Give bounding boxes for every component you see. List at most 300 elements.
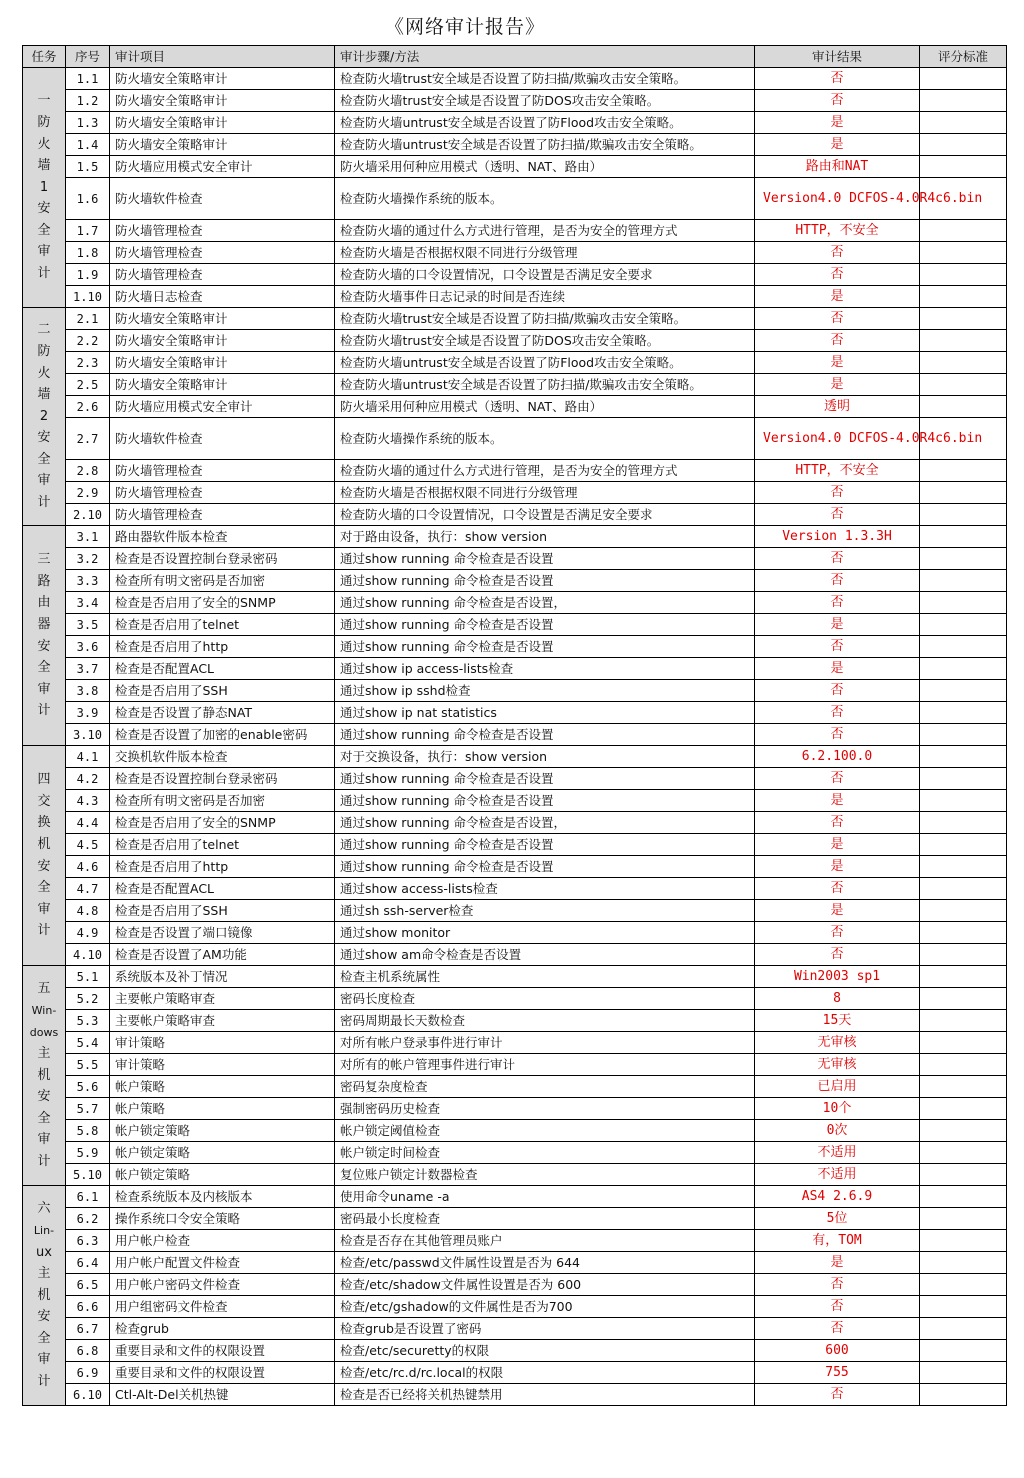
audit-step: 通过show running 命令检查是否设置 [335,548,755,570]
row-number: 1.9 [66,264,110,286]
row-number: 5.1 [66,966,110,988]
table-row [23,1274,1007,1296]
score-cell [920,746,1007,768]
audit-item: 重要目录和文件的权限设置 [110,1340,335,1362]
audit-item: 防火墙安全策略审计 [110,90,335,112]
audit-item: 防火墙软件检查 [110,178,335,220]
row-number: 3.4 [66,592,110,614]
task-label-char: 计 [37,266,51,282]
audit-result: 否 [755,1274,920,1296]
table-row [23,374,1007,396]
audit-item: 防火墙安全策略审计 [110,68,335,90]
audit-item: 审计策略 [110,1054,335,1076]
audit-result: 是 [755,286,920,308]
table-row [23,330,1007,352]
task-label-char: 全 [37,1330,51,1346]
score-cell [920,68,1007,90]
score-cell [920,922,1007,944]
audit-result: 否 [755,482,920,504]
audit-result: 否 [755,1318,920,1340]
task-label-char: 审 [37,681,51,697]
score-cell [920,1032,1007,1054]
audit-result: 否 [755,878,920,900]
row-number: 4.3 [66,790,110,812]
header-number: 序号 [66,46,110,68]
audit-step: 通过show running 命令检查是否设置 [335,834,755,856]
audit-step: 通过show running 命令检查是否设置 [335,768,755,790]
score-cell [920,112,1007,134]
score-cell [920,1120,1007,1142]
task-label-char: 全 [37,222,51,238]
audit-result: 是 [755,834,920,856]
task-label-char: ux [36,1244,52,1260]
audit-item: 检查系统版本及内核版本 [110,1186,335,1208]
task-label-char: 计 [37,1374,51,1390]
row-number: 4.8 [66,900,110,922]
table-row [23,1076,1007,1098]
row-number: 1.7 [66,220,110,242]
row-number: 2.8 [66,460,110,482]
audit-result: 否 [755,768,920,790]
audit-step: 检查防火墙trust安全域是否设置了防DOS攻击安全策略。 [335,90,755,112]
audit-step: 检查/etc/rc.d/rc.local的权限 [335,1362,755,1384]
task-label-char: 审 [37,1352,51,1368]
table-row [23,614,1007,636]
row-number: 2.2 [66,330,110,352]
task-label-char: 安 [37,1089,51,1105]
table-row [23,1230,1007,1252]
row-number: 4.5 [66,834,110,856]
task-label-char: 火 [37,136,51,152]
table-row [23,636,1007,658]
audit-step: 检查防火墙trust安全域是否设置了防扫描/欺骗攻击安全策略。 [335,68,755,90]
audit-item: 用户组密码文件检查 [110,1296,335,1318]
audit-result: Version4.0 DCFOS-4.0R4c6.bin [755,178,920,220]
task-label-char: 机 [37,1287,51,1303]
header-task: 任务 [23,46,66,68]
task-label-char: 计 [37,703,51,719]
score-cell [920,134,1007,156]
audit-result: 无审核 [755,1054,920,1076]
score-cell [920,790,1007,812]
audit-step: 帐户锁定时间检查 [335,1142,755,1164]
table-row [23,944,1007,966]
audit-step: 检查防火墙的口令设置情况，口令设置是否满足安全要求 [335,504,755,526]
audit-result: 否 [755,264,920,286]
audit-result: 否 [755,308,920,330]
task-label-char: 二 [37,322,51,338]
audit-item: 防火墙管理检查 [110,264,335,286]
audit-step: 检查防火墙untrust安全域是否设置了防Flood攻击安全策略。 [335,352,755,374]
score-cell [920,1384,1007,1406]
table-row [23,988,1007,1010]
table-row [23,418,1007,460]
audit-item: 防火墙应用模式安全审计 [110,396,335,418]
row-number: 6.4 [66,1252,110,1274]
audit-result: 否 [755,1296,920,1318]
audit-result: HTTP，不安全 [755,460,920,482]
task-label-char: 火 [37,365,51,381]
table-row [23,1340,1007,1362]
score-cell [920,1186,1007,1208]
task-label-char: 安 [37,430,51,446]
audit-result: 是 [755,790,920,812]
row-number: 5.7 [66,1098,110,1120]
audit-step: 防火墙采用何种应用模式（透明、NAT、路由） [335,396,755,418]
row-number: 4.9 [66,922,110,944]
audit-result: 路由和NAT [755,156,920,178]
audit-item: 防火墙应用模式安全审计 [110,156,335,178]
audit-result: 否 [755,592,920,614]
row-number: 2.7 [66,418,110,460]
audit-step: 检查防火墙的口令设置情况，口令设置是否满足安全要求 [335,264,755,286]
audit-item: 防火墙日志检查 [110,286,335,308]
task-label-char: 计 [37,1154,51,1170]
audit-item: 检查是否配置ACL [110,658,335,680]
audit-result: Version4.0 DCFOS-4.0R4c6.bin [755,418,920,460]
audit-item: 检查是否启用了telnet [110,614,335,636]
row-number: 3.7 [66,658,110,680]
table-row [23,1098,1007,1120]
audit-step: 通过show running 命令检查是否设置 [335,614,755,636]
task-label-char: 安 [37,638,51,654]
task-label-char: 审 [37,473,51,489]
audit-item: 防火墙管理检查 [110,482,335,504]
table-row [23,746,1007,768]
audit-result: 0次 [755,1120,920,1142]
audit-item: 防火墙安全策略审计 [110,134,335,156]
task-label-char: 三 [37,552,51,568]
audit-item: 检查是否启用了SSH [110,900,335,922]
score-cell [920,680,1007,702]
audit-result: 6.2.100.0 [755,746,920,768]
task-label-char: 计 [37,923,51,939]
score-cell [920,352,1007,374]
audit-step: 密码周期最长天数检查 [335,1010,755,1032]
row-number: 3.9 [66,702,110,724]
audit-step: 检查防火墙trust安全域是否设置了防扫描/欺骗攻击安全策略。 [335,308,755,330]
task-label-char: 五 [37,981,51,997]
table-row [23,1164,1007,1186]
audit-step: 防火墙采用何种应用模式（透明、NAT、路由） [335,156,755,178]
audit-item: 防火墙管理检查 [110,220,335,242]
audit-step: 复位账户锁定计数器检查 [335,1164,755,1186]
score-cell [920,308,1007,330]
audit-step: 通过show running 命令检查是否设置， [335,812,755,834]
audit-step: 通过show running 命令检查是否设置 [335,636,755,658]
score-cell [920,1318,1007,1340]
audit-result: 已启用 [755,1076,920,1098]
score-cell [920,1230,1007,1252]
row-number: 4.6 [66,856,110,878]
audit-step: 通过show access-lists检查 [335,878,755,900]
task-label-char: 全 [37,660,51,676]
audit-step: 检查/etc/shadow文件属性设置是否为 600 [335,1274,755,1296]
task-label-char: 全 [37,1110,51,1126]
task-section-label [23,68,66,308]
score-cell [920,1010,1007,1032]
score-cell [920,90,1007,112]
audit-item: 用户帐户密码文件检查 [110,1274,335,1296]
task-label-char: 机 [37,836,51,852]
audit-item: 操作系统口令安全策略 [110,1208,335,1230]
task-label-char: 审 [37,1132,51,1148]
task-label-char: 主 [37,1046,51,1062]
table-row [23,1120,1007,1142]
row-number: 1.4 [66,134,110,156]
score-cell [920,1164,1007,1186]
audit-step: 密码长度检查 [335,988,755,1010]
score-cell [920,1098,1007,1120]
row-number: 6.9 [66,1362,110,1384]
header-row [23,46,1007,68]
table-row [23,1142,1007,1164]
row-number: 4.2 [66,768,110,790]
table-row [23,308,1007,330]
row-number: 5.10 [66,1164,110,1186]
audit-step: 检查grub是否设置了密码 [335,1318,755,1340]
table-row [23,352,1007,374]
audit-result: 否 [755,548,920,570]
row-number: 1.2 [66,90,110,112]
audit-step: 通过show ip access-lists检查 [335,658,755,680]
audit-result: 否 [755,68,920,90]
audit-item: 检查是否启用了http [110,636,335,658]
score-cell [920,220,1007,242]
task-label-char: 四 [37,772,51,788]
audit-result: 是 [755,900,920,922]
row-number: 5.8 [66,1120,110,1142]
header-score-standard: 评分标准 [920,46,1007,68]
task-label-char: 全 [37,451,51,467]
task-label-char: 2 [39,408,49,424]
table-row [23,156,1007,178]
row-number: 3.2 [66,548,110,570]
audit-item: 检查是否设置了AM功能 [110,944,335,966]
score-cell [920,1076,1007,1098]
table-row [23,658,1007,680]
audit-result: 是 [755,374,920,396]
audit-item: 帐户锁定策略 [110,1120,335,1142]
task-label-char: 计 [37,495,51,511]
audit-step: 检查是否存在其他管理员账户 [335,1230,755,1252]
task-label-char: 六 [37,1201,51,1217]
audit-result: 755 [755,1362,920,1384]
audit-item: 检查是否启用了安全的SNMP [110,812,335,834]
audit-step: 对所有帐户登录事件进行审计 [335,1032,755,1054]
score-cell [920,1252,1007,1274]
audit-step: 对于路由设备，执行：show version [335,526,755,548]
task-label-char: Lin- [33,1223,55,1237]
audit-step: 通过sh ssh-server检查 [335,900,755,922]
audit-step: 检查防火墙untrust安全域是否设置了防扫描/欺骗攻击安全策略。 [335,134,755,156]
row-number: 6.6 [66,1296,110,1318]
score-cell [920,900,1007,922]
audit-item: 路由器软件版本检查 [110,526,335,548]
audit-item: 帐户策略 [110,1098,335,1120]
table-row [23,1362,1007,1384]
row-number: 4.10 [66,944,110,966]
audit-result: 是 [755,1252,920,1274]
audit-step: 检查防火墙事件日志记录的时间是否连续 [335,286,755,308]
audit-result: 是 [755,352,920,374]
score-cell [920,658,1007,680]
table-row [23,178,1007,220]
audit-item: 用户帐户配置文件检查 [110,1252,335,1274]
table-row [23,220,1007,242]
audit-result: 否 [755,702,920,724]
task-section-label [23,526,66,746]
audit-item: 帐户锁定策略 [110,1164,335,1186]
score-cell [920,1340,1007,1362]
audit-result: 有，TOM [755,1230,920,1252]
audit-result: 不适用 [755,1164,920,1186]
row-number: 2.1 [66,308,110,330]
audit-item: 防火墙管理检查 [110,504,335,526]
table-row [23,790,1007,812]
audit-item: 检查是否设置了加密的enable密码 [110,724,335,746]
audit-item: 检查是否设置控制台登录密码 [110,768,335,790]
table-row [23,592,1007,614]
task-label-char: 墙 [37,158,51,174]
audit-item: 防火墙安全策略审计 [110,374,335,396]
audit-result: 否 [755,90,920,112]
row-number: 2.9 [66,482,110,504]
table-row [23,1296,1007,1318]
audit-result: 8 [755,988,920,1010]
row-number: 3.1 [66,526,110,548]
task-label-char: 防 [37,114,51,130]
audit-step: 强制密码历史检查 [335,1098,755,1120]
row-number: 5.9 [66,1142,110,1164]
score-cell [920,526,1007,548]
audit-step: 通过show running 命令检查是否设置 [335,856,755,878]
table-row [23,812,1007,834]
audit-step: 通过show monitor [335,922,755,944]
audit-item: 检查所有明文密码是否加密 [110,570,335,592]
table-row [23,1208,1007,1230]
table-row [23,526,1007,548]
table-row [23,1384,1007,1406]
row-number: 5.2 [66,988,110,1010]
table-row [23,856,1007,878]
row-number: 3.3 [66,570,110,592]
audit-step: 通过show ip sshd检查 [335,680,755,702]
row-number: 5.4 [66,1032,110,1054]
score-cell [920,988,1007,1010]
audit-item: 用户帐户检查 [110,1230,335,1252]
row-number: 2.3 [66,352,110,374]
row-number: 3.5 [66,614,110,636]
audit-result: 否 [755,504,920,526]
score-cell [920,1054,1007,1076]
audit-result: 否 [755,922,920,944]
audit-result: 否 [755,330,920,352]
table-row [23,724,1007,746]
score-cell [920,1142,1007,1164]
audit-result: 否 [755,680,920,702]
row-number: 1.3 [66,112,110,134]
score-cell [920,856,1007,878]
audit-result: 否 [755,944,920,966]
audit-step: 检查/etc/gshadow的文件属性是否为700 [335,1296,755,1318]
table-row [23,680,1007,702]
table-row [23,922,1007,944]
row-number: 1.8 [66,242,110,264]
audit-item: 防火墙管理检查 [110,242,335,264]
row-number: 6.7 [66,1318,110,1340]
audit-item: 检查所有明文密码是否加密 [110,790,335,812]
audit-step: 检查防火墙是否根据权限不同进行分级管理 [335,242,755,264]
audit-result: 是 [755,856,920,878]
audit-item: 交换机软件版本检查 [110,746,335,768]
audit-item: 审计策略 [110,1032,335,1054]
row-number: 3.10 [66,724,110,746]
table-row [23,1010,1007,1032]
task-label-char: 安 [37,858,51,874]
row-number: 4.1 [66,746,110,768]
audit-item: Ctl-Alt-Del关机热键 [110,1384,335,1406]
task-label-char: 审 [37,901,51,917]
table-row [23,482,1007,504]
audit-item: 检查是否启用了安全的SNMP [110,592,335,614]
row-number: 3.6 [66,636,110,658]
header-audit-result: 审计结果 [755,46,920,68]
audit-step: 检查主机系统属性 [335,966,755,988]
audit-table-body [23,68,1007,1406]
table-row [23,286,1007,308]
table-row [23,264,1007,286]
score-cell [920,396,1007,418]
table-row [23,768,1007,790]
audit-step: 使用命令uname -a [335,1186,755,1208]
audit-item: 检查是否配置ACL [110,878,335,900]
score-cell [920,264,1007,286]
audit-result: Version 1.3.3H [755,526,920,548]
audit-step: 检查防火墙操作系统的版本。 [335,418,755,460]
audit-result: 15天 [755,1010,920,1032]
table-row [23,878,1007,900]
score-cell [920,570,1007,592]
audit-step: 检查/etc/securetty的权限 [335,1340,755,1362]
row-number: 2.10 [66,504,110,526]
row-number: 2.6 [66,396,110,418]
row-number: 6.8 [66,1340,110,1362]
table-row [23,1186,1007,1208]
task-label-char: 安 [37,201,51,217]
task-label-char: 一 [37,93,51,109]
score-cell [920,242,1007,264]
row-number: 1.10 [66,286,110,308]
table-row [23,396,1007,418]
task-label-char: 1 [39,179,49,195]
audit-table [22,45,1007,1406]
header-audit-item: 审计项目 [110,46,335,68]
audit-step: 对所有的帐户管理事件进行审计 [335,1054,755,1076]
score-cell [920,812,1007,834]
row-number: 1.6 [66,178,110,220]
task-label-char: 主 [37,1266,51,1282]
audit-step: 密码最小长度检查 [335,1208,755,1230]
audit-item: 帐户锁定策略 [110,1142,335,1164]
task-section-label [23,966,66,1186]
audit-result: 否 [755,242,920,264]
audit-result: 10个 [755,1098,920,1120]
row-number: 5.6 [66,1076,110,1098]
audit-item: 防火墙软件检查 [110,418,335,460]
audit-result: 否 [755,1384,920,1406]
score-cell [920,834,1007,856]
